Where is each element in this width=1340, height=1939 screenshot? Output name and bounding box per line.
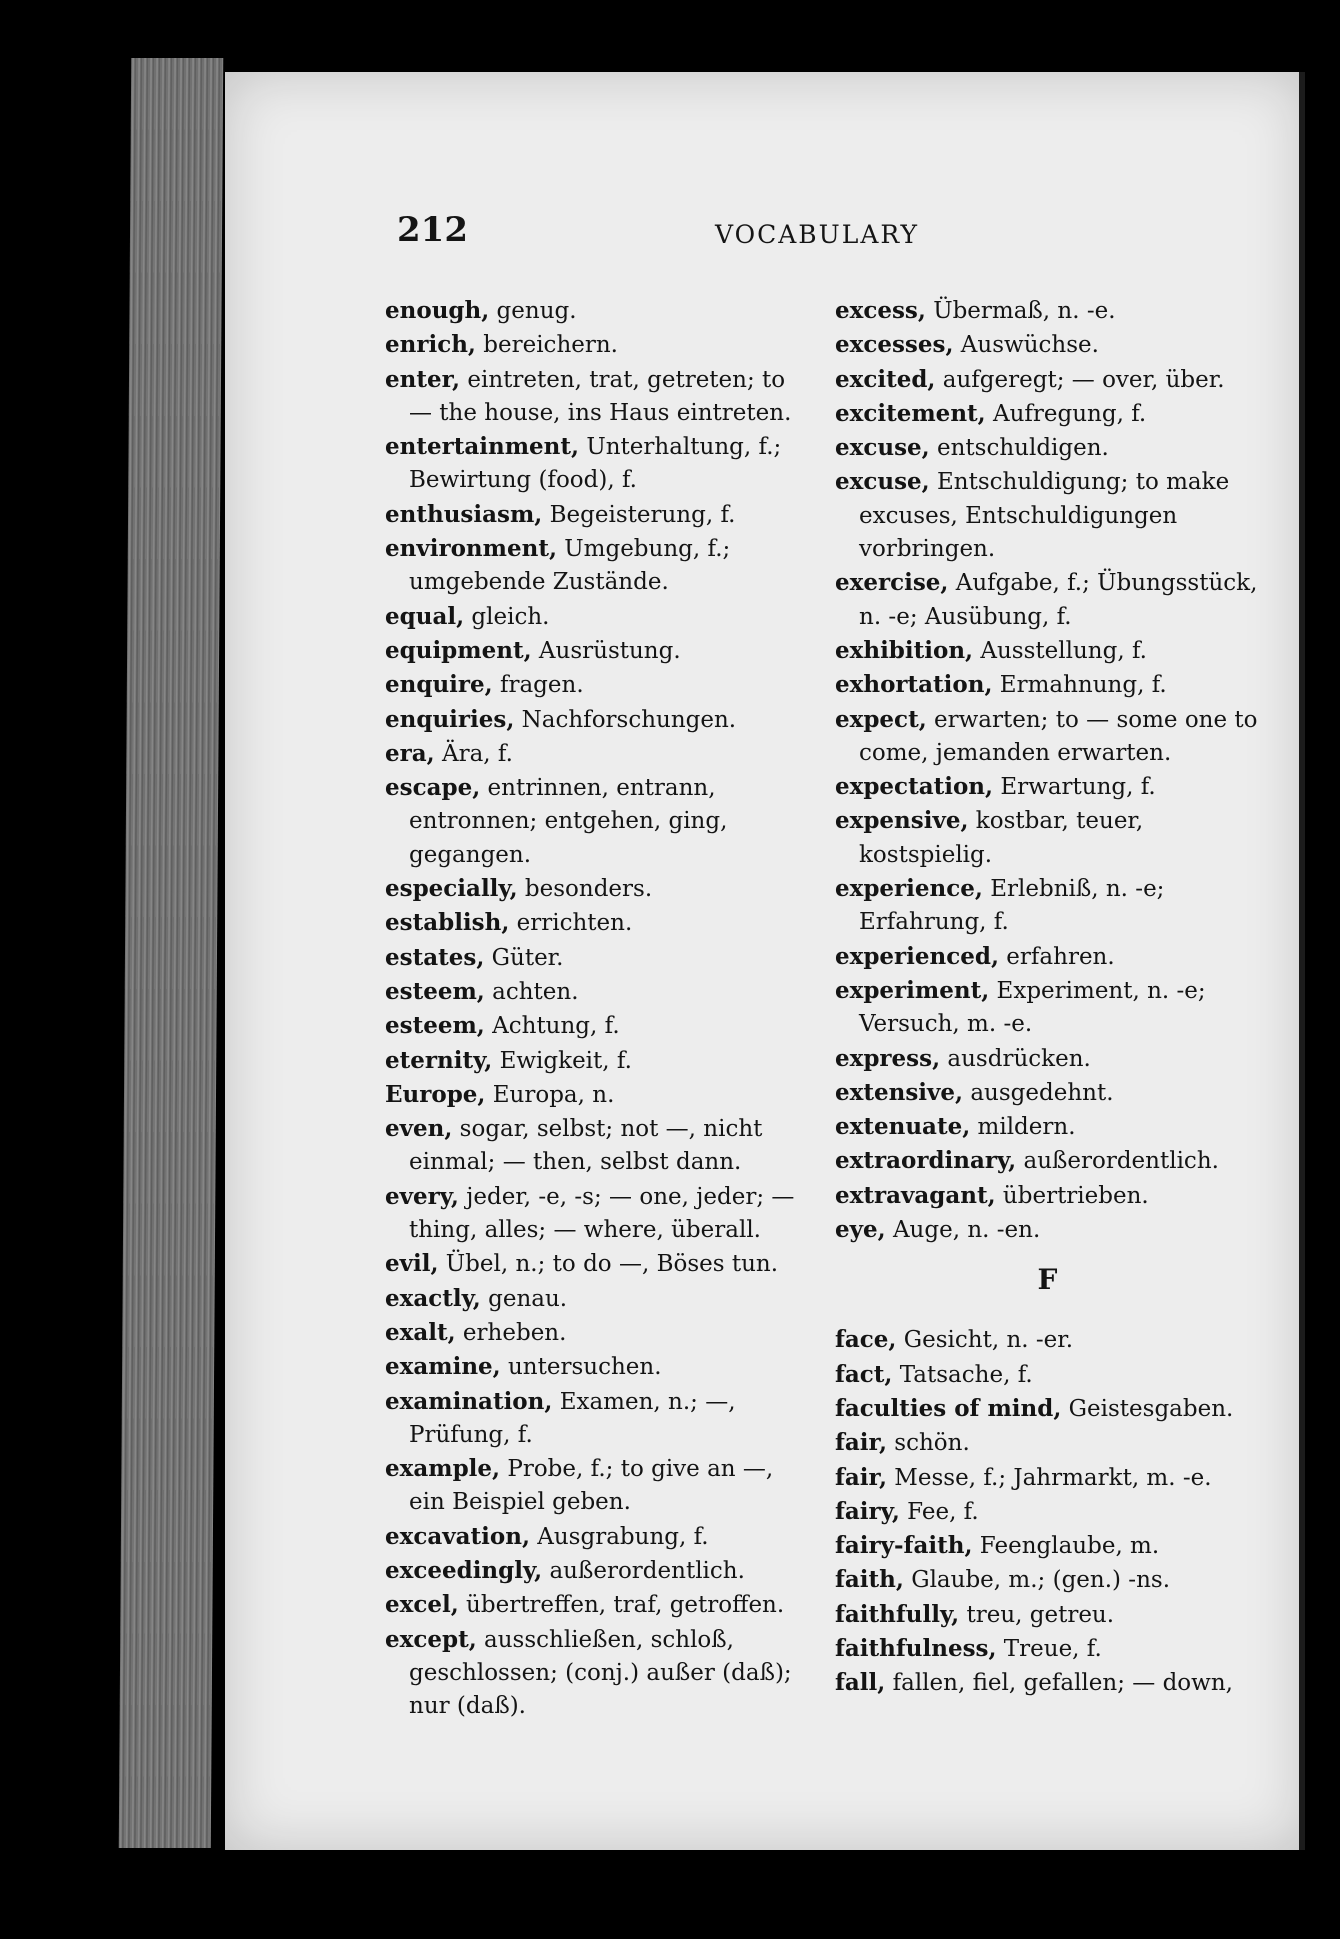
entry-headword: faith, (835, 1566, 904, 1594)
entry-headword: enquiries, (385, 705, 515, 733)
right-column-e-entries (835, 294, 1260, 1247)
running-head: VOCABULARY (715, 220, 919, 249)
book-page (225, 72, 1305, 1850)
entry-definition: entrinnen, entrann, entronnen; entgehen, ging, gegangen. (409, 775, 728, 868)
vocabulary-entry (835, 1358, 1260, 1392)
entry-definition: Feenglaube, m. (972, 1533, 1160, 1560)
vocabulary-entry (385, 294, 810, 328)
vocabulary-entry (385, 975, 810, 1009)
vocabulary-entry (385, 1520, 810, 1554)
entry-headword: enrich, (385, 331, 476, 359)
entry-definition: Ausrüstung. (531, 637, 681, 664)
entry-headword: exercise, (835, 569, 949, 597)
vocabulary-entry (385, 328, 810, 362)
entry-headword: excel, (385, 1591, 459, 1619)
vocabulary-entry (835, 1213, 1260, 1247)
entry-headword: faculties of mind, (835, 1394, 1062, 1422)
vocabulary-entry (385, 600, 810, 634)
entry-headword: excess, (835, 297, 926, 324)
entry-definition: Güter. (484, 944, 564, 971)
vocabulary-entry (835, 770, 1260, 804)
entry-headword: environment, (385, 535, 557, 563)
entry-headword: extensive, (835, 1078, 964, 1106)
entry-headword: esteem, (385, 977, 485, 1005)
vocabulary-entry (385, 872, 810, 906)
entry-headword: enthusiasm, (385, 500, 543, 528)
entry-headword: extenuate, (835, 1113, 971, 1141)
vocabulary-entry (835, 1392, 1260, 1426)
vocabulary-entry (385, 1180, 810, 1248)
vocabulary-entry (385, 906, 810, 940)
vocabulary-entry (835, 804, 1260, 872)
entry-headword: exalt, (385, 1318, 456, 1346)
entry-definition: Tatsache, f. (892, 1361, 1033, 1388)
entry-headword: fall, (835, 1669, 886, 1697)
vocabulary-entry (835, 974, 1260, 1042)
entry-headword: exhibition, (835, 636, 974, 664)
entry-headword: enough, (385, 297, 490, 324)
vocabulary-entry (835, 294, 1260, 328)
vocabulary-entry (835, 703, 1260, 771)
entry-headword: Europe, (385, 1080, 486, 1108)
vocabulary-entry (385, 634, 810, 668)
vocabulary-entry (835, 1179, 1260, 1213)
vocabulary-entry (835, 1666, 1260, 1700)
entry-headword: fairy-faith, (835, 1532, 973, 1560)
entry-headword: enquire, (385, 671, 493, 699)
entry-headword: extraordinary, (835, 1147, 1017, 1175)
entry-definition: Entschuldigung; to make excuses, Entschuldigungen vorbringen. (859, 469, 1230, 563)
entry-definition: treu, getreu. (959, 1601, 1115, 1628)
entry-definition: Examen, n.; —, Prüfung, f. (409, 1388, 736, 1448)
entry-headword: enter, (385, 365, 461, 393)
entry-headword: eye, (835, 1216, 886, 1244)
right-column (835, 294, 1260, 1701)
vocabulary-entry (385, 1554, 810, 1588)
vocabulary-entry (835, 1563, 1260, 1597)
entry-headword: experienced, (835, 942, 999, 970)
entry-definition: fallen, fiel, gefallen; — down, (885, 1670, 1233, 1697)
entry-headword: except, (385, 1625, 477, 1653)
entry-headword: faithfulness, (835, 1634, 997, 1662)
entry-definition: entschuldigen. (929, 435, 1109, 462)
vocabulary-entry (385, 771, 810, 872)
entry-definition: Nachforschungen. (514, 706, 737, 733)
entry-definition: Fee, f. (899, 1498, 979, 1525)
entry-definition: bereichern. (475, 332, 618, 359)
entry-headword: example, (385, 1455, 501, 1483)
vocabulary-entry (385, 737, 810, 771)
entry-definition: Glaube, m.; (gen.) -ns. (903, 1567, 1171, 1594)
entry-definition: Messe, f.; Jahrmarkt, m. -e. (887, 1464, 1212, 1491)
entry-headword: fair, (835, 1429, 887, 1457)
entry-definition: Probe, f.; to give an —, ein Beispiel geben. (409, 1456, 774, 1516)
entry-headword: establish, (385, 909, 510, 937)
entry-headword: experience, (835, 875, 983, 903)
vocabulary-entry (385, 430, 810, 498)
entry-definition: genau. (480, 1285, 568, 1312)
entry-definition: jeder, -e, -s; — one, jeder; — thing, alles; — where, überall. (409, 1183, 795, 1244)
entry-definition: Begeisterung, f. (542, 501, 736, 528)
entry-definition: Auge, n. -en. (885, 1217, 1041, 1244)
vocabulary-entry (835, 1495, 1260, 1529)
entry-headword: face, (835, 1326, 897, 1354)
entry-definition: Umgebung, f.; umgebende Zustände. (409, 536, 731, 596)
entry-definition: Experiment, n. -e; Versuch, m. -e. (859, 977, 1206, 1038)
vocabulary-entry (385, 1316, 810, 1350)
entry-definition: außerordentlich. (1016, 1148, 1219, 1175)
entry-headword: excuse, (835, 434, 930, 462)
entry-definition: Gesicht, n. -er. (896, 1327, 1074, 1354)
entry-definition: Aufgabe, f.; Übungsstück, n. -e; Ausübung, f. (859, 570, 1258, 630)
entry-headword: estates, (385, 943, 485, 971)
page-number: 212 (397, 210, 468, 250)
entry-headword: escape, (385, 774, 481, 802)
vocabulary-entry (385, 1078, 810, 1112)
entry-headword: excited, (835, 365, 936, 393)
vocabulary-entry (835, 1076, 1260, 1110)
entry-definition: fragen. (492, 672, 584, 699)
entry-headword: fair, (835, 1463, 887, 1491)
vocabulary-entry (385, 703, 810, 737)
entry-definition: Unterhaltung, f.; Bewirtung (food), f. (409, 434, 782, 494)
entry-headword: excitement, (835, 399, 986, 427)
vocabulary-entry (385, 1452, 810, 1520)
vocabulary-entry (385, 1588, 810, 1622)
entry-headword: eternity, (385, 1046, 493, 1074)
vocabulary-entry (835, 1632, 1260, 1666)
entry-definition: sogar, selbst; not —, nicht einmal; — then, selbst dann. (409, 1116, 763, 1176)
vocabulary-entry (385, 498, 810, 532)
entry-definition: aufgeregt; — over, über. (935, 366, 1225, 393)
vocabulary-entry (385, 1350, 810, 1384)
entry-definition: übertrieben. (995, 1182, 1149, 1209)
vocabulary-entry (835, 1144, 1260, 1178)
entry-headword: excuse, (835, 468, 930, 496)
vocabulary-entry (385, 1044, 810, 1078)
vocabulary-entry (835, 1426, 1260, 1460)
vocabulary-entry (835, 465, 1260, 566)
entry-headword: every, (385, 1182, 459, 1210)
entry-definition: kostbar, teuer, kostspielig. (859, 808, 1144, 868)
vocabulary-entry (385, 532, 810, 600)
entry-definition: erfahren. (999, 943, 1115, 970)
left-column (385, 294, 810, 1723)
entry-definition: erheben. (455, 1319, 567, 1346)
entry-definition: Achtung, f. (484, 1013, 620, 1040)
vocabulary-entry (385, 668, 810, 702)
entry-definition: genug. (489, 298, 577, 324)
entry-definition: untersuchen. (500, 1354, 662, 1381)
vocabulary-entry (835, 1461, 1260, 1495)
vocabulary-entry (835, 1598, 1260, 1632)
entry-headword: expensive, (835, 807, 969, 835)
entry-headword: extravagant, (835, 1181, 996, 1209)
entry-definition: übertreffen, traf, getroffen. (458, 1592, 785, 1619)
entry-definition: schön. (887, 1430, 970, 1457)
entry-definition: Auswüchse. (953, 332, 1099, 359)
vocabulary-entry (835, 1323, 1260, 1357)
vocabulary-entry (835, 1110, 1260, 1144)
entry-definition: erwarten; to — some one to come, jemanden erwarten. (859, 706, 1258, 766)
entry-definition: mildern. (970, 1114, 1076, 1141)
entry-headword: experiment, (835, 976, 990, 1004)
vocabulary-entry (835, 668, 1260, 702)
entry-definition: außerordentlich. (542, 1557, 745, 1584)
section-letter: F (1037, 1263, 1058, 1297)
entry-headword: even, (385, 1115, 453, 1143)
vocabulary-entry (385, 1009, 810, 1043)
entry-headword: faithfully, (835, 1600, 960, 1628)
entry-headword: exhortation, (835, 671, 993, 699)
vocabulary-entry (385, 941, 810, 975)
entry-headword: express, (835, 1044, 941, 1072)
entry-headword: especially, (385, 875, 518, 903)
entry-headword: excavation, (385, 1522, 530, 1550)
entry-definition: Aufregung, f. (985, 400, 1147, 427)
entry-definition: Ewigkeit, f. (492, 1047, 632, 1074)
vocabulary-entry (835, 566, 1260, 634)
entry-definition: ausdrücken. (940, 1045, 1091, 1072)
entry-headword: era, (385, 739, 435, 767)
entry-definition: Europa, n. (485, 1081, 615, 1108)
entry-headword: esteem, (385, 1012, 485, 1040)
entry-definition: ausschließen, schloß, geschlossen; (conj.) außer (daß); nur (daß). (409, 1626, 792, 1720)
entry-headword: expect, (835, 705, 927, 733)
entry-headword: excesses, (835, 331, 954, 359)
vocabulary-entry (385, 1112, 810, 1180)
vocabulary-entry (835, 872, 1260, 940)
entry-headword: exactly, (385, 1284, 481, 1312)
entry-definition: besonders. (517, 876, 653, 903)
entry-definition: Erlebniß, n. -e; Erfahrung, f. (859, 876, 1165, 936)
vocabulary-entry (835, 431, 1260, 465)
vocabulary-entry (835, 328, 1260, 362)
entry-definition: gleich. (464, 603, 550, 630)
entry-definition: Ermahnung, f. (992, 672, 1167, 699)
entry-definition: Übel, n.; to do —, Böses tun. (438, 1251, 779, 1278)
entry-headword: examination, (385, 1387, 553, 1415)
entry-headword: entertainment, (385, 433, 580, 461)
entry-headword: evil, (385, 1250, 439, 1278)
entry-headword: expectation, (835, 773, 994, 801)
entry-definition: eintreten, trat, getreten; to — the house, ins Haus eintreten. (409, 366, 792, 426)
entry-definition: errichten. (509, 910, 633, 937)
entry-definition: Treue, f. (996, 1635, 1102, 1662)
vocabulary-entry (835, 363, 1260, 397)
page-edge-shadow (1299, 72, 1305, 1850)
vocabulary-entry (835, 634, 1260, 668)
entry-definition: Ausgrabung, f. (529, 1523, 709, 1550)
entry-definition: Ausstellung, f. (973, 637, 1147, 664)
entry-headword: equal, (385, 602, 465, 630)
entry-definition: Übermaß, n. -e. (925, 298, 1116, 324)
entry-definition: Ära, f. (434, 740, 513, 767)
vocabulary-entry (385, 1385, 810, 1453)
entry-headword: exceedingly, (385, 1556, 543, 1584)
entry-headword: fact, (835, 1360, 893, 1388)
vocabulary-entry (385, 363, 810, 431)
entry-definition: achten. (484, 978, 579, 1005)
vocabulary-entry (835, 1529, 1260, 1563)
vocabulary-entry (835, 397, 1260, 431)
book-spine-edge (119, 58, 223, 1848)
vocabulary-entry (385, 1282, 810, 1316)
vocabulary-entry (835, 1042, 1260, 1076)
vocabulary-entry (385, 1247, 810, 1281)
entry-headword: equipment, (385, 636, 532, 664)
entry-definition: Geistesgaben. (1061, 1395, 1234, 1422)
entry-definition: ausgedehnt. (963, 1079, 1114, 1106)
right-column-f-entries (835, 1323, 1260, 1700)
vocabulary-entry (385, 1623, 810, 1724)
vocabulary-entry (835, 940, 1260, 974)
entry-headword: examine, (385, 1353, 501, 1381)
entry-headword: fairy, (835, 1497, 900, 1525)
entry-definition: Erwartung, f. (993, 774, 1156, 801)
